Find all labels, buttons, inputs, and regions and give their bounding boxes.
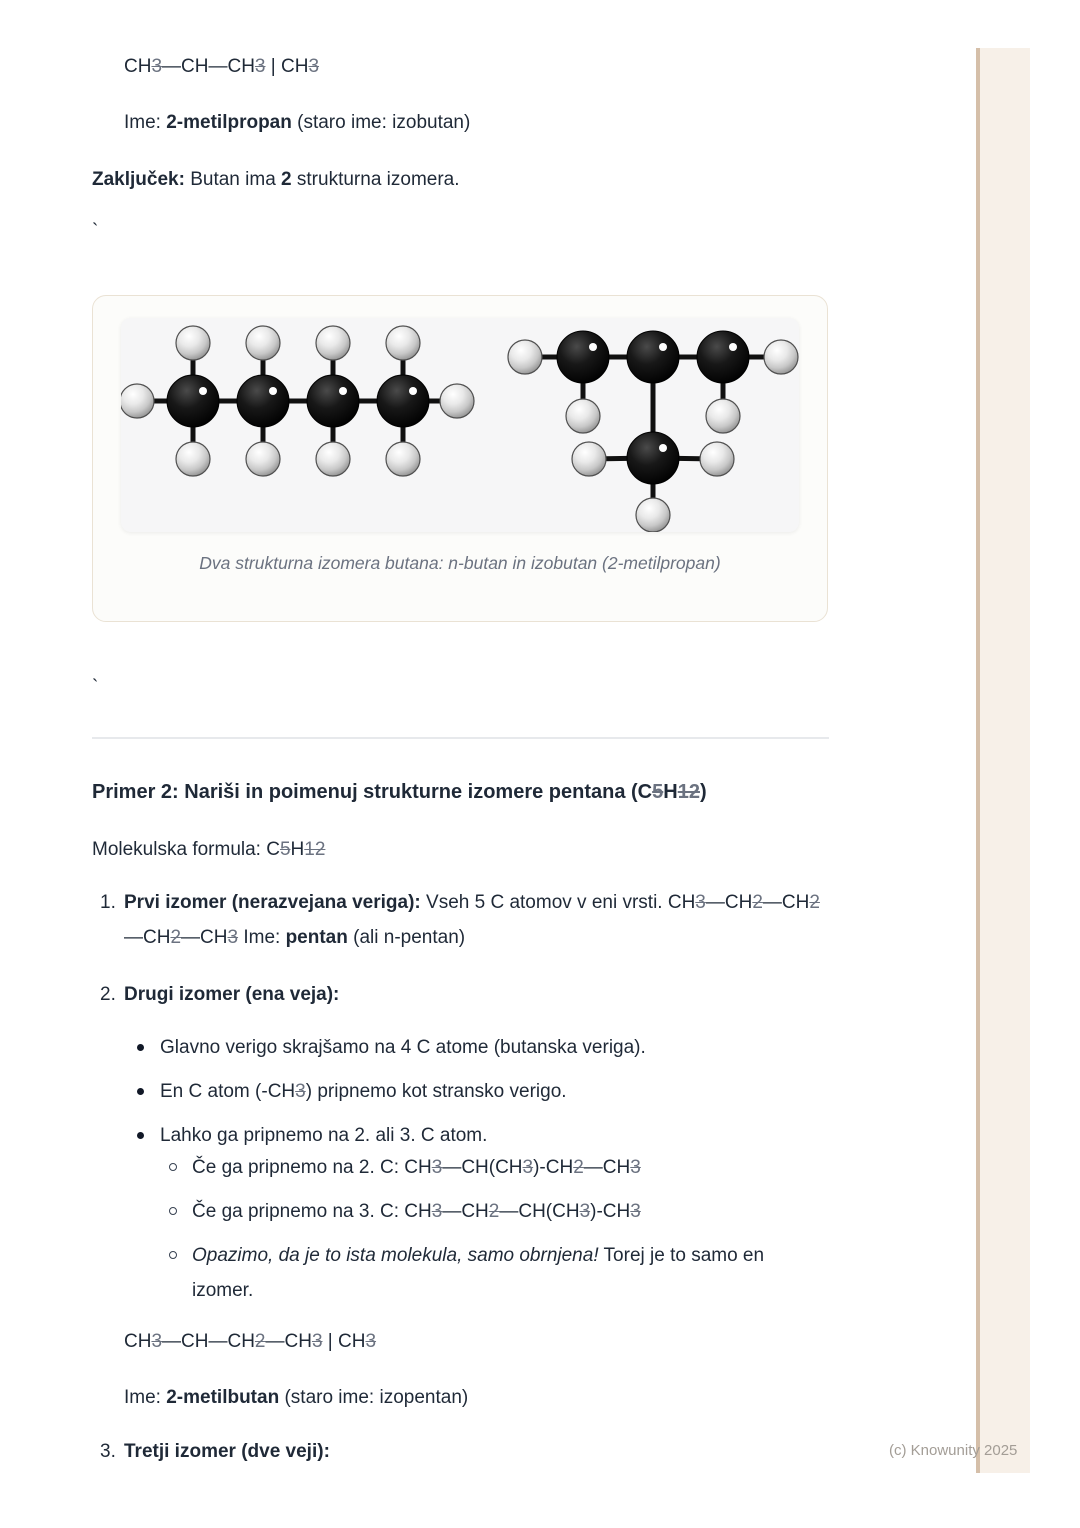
list-number: 3.	[100, 1441, 116, 1462]
molecule-figure-svg	[121, 318, 799, 532]
sub-bullet-text: Opazimo, da je to ista molekula, samo obrnjena! Torej je to samo en izomer.	[192, 1245, 765, 1301]
bullet-item	[137, 1074, 830, 1109]
molecular-formula-line: Molekulska formula: C5H12	[92, 839, 326, 860]
sub-bullet-icon	[169, 1238, 192, 1308]
sub-bullet-item	[169, 1238, 830, 1308]
section-heading: Primer 2: Nariši in poimenuj strukturne izomere pentana (C5H12)	[92, 781, 707, 803]
formula-methylbutane: CH3—CH—CH2—CH3 | CH3	[124, 1331, 377, 1352]
list-item-text: Drugi izomer (ena veja):	[124, 984, 340, 1005]
list-item-3	[100, 1434, 830, 1469]
sub-bullet-item	[169, 1150, 830, 1185]
list-number: 2.	[100, 984, 116, 1005]
list-item-2	[100, 977, 830, 1012]
bullet-item	[137, 1118, 830, 1153]
name-isobutane: Ime: 2-metilpropan (staro ime: izobutan)	[124, 112, 471, 133]
stray-backtick-2: `	[92, 677, 99, 698]
sub-bullet-icon	[169, 1150, 192, 1185]
stray-backtick-1: `	[92, 221, 99, 242]
list-item-text: Prvi izomer (nerazvejana veriga): Vseh 5 C atomov v eni vrsti. CH3—CH2—CH2—CH2—CH3 Ime: pentan (ali n-pentan)	[124, 892, 820, 948]
name-methylbutane: Ime: 2-metilbutan (staro ime: izopentan)	[124, 1387, 469, 1408]
list-number: 1.	[100, 892, 116, 913]
decorative-right-stripe	[976, 48, 1030, 1473]
bullet-text: En C atom (-CH3) pripnemo kot stransko verigo.	[160, 1081, 567, 1102]
molecule-figure	[121, 318, 799, 532]
bullet-icon	[137, 1118, 160, 1153]
sub-bullet-item	[169, 1194, 830, 1229]
list-item-1	[100, 885, 830, 955]
bullet-icon	[137, 1074, 160, 1109]
list-item-text: Tretji izomer (dve veji):	[124, 1441, 330, 1462]
formula-isobutane: CH3—CH—CH3 | CH3	[124, 56, 320, 77]
bullet-item	[137, 1030, 830, 1065]
copyright-watermark: (c) Knowunity 2025	[889, 1442, 1018, 1459]
sub-bullet-text: Če ga pripnemo na 3. C: CH3—CH2—CH(CH3)-CH3	[192, 1201, 641, 1222]
sub-bullet-text: Če ga pripnemo na 2. C: CH3—CH(CH3)-CH2—CH3	[192, 1157, 641, 1178]
section-divider	[92, 737, 829, 739]
figure-caption: Dva strukturna izomera butana: n-butan in izobutan (2-metilpropan)	[199, 553, 721, 573]
bullet-icon	[137, 1030, 160, 1065]
conclusion-line: Zaključek: Butan ima 2 strukturna izomera.	[92, 169, 460, 190]
bullet-text: Lahko ga pripnemo na 2. ali 3. C atom.	[160, 1125, 488, 1146]
bullet-text: Glavno verigo skrajšamo na 4 C atome (butanska veriga).	[160, 1037, 646, 1058]
sub-bullet-icon	[169, 1194, 192, 1229]
figure-card	[92, 295, 828, 622]
